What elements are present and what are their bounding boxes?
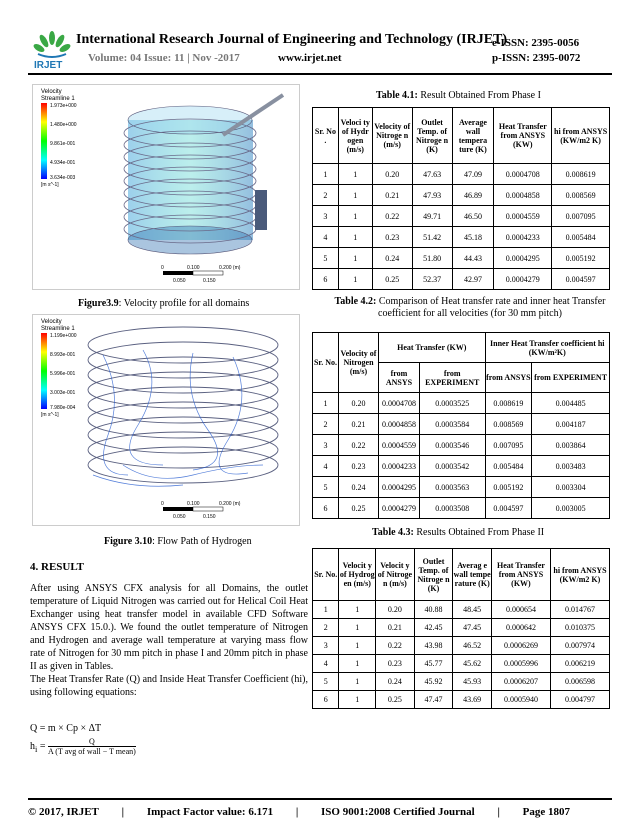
scale-bar-segment — [193, 271, 223, 275]
table-row — [313, 637, 610, 655]
table-cell: 44.43 — [452, 248, 494, 269]
table-cell: 0.004797 — [550, 691, 609, 709]
table-cell: 0.20 — [376, 601, 415, 619]
table-cell: 1 — [339, 655, 376, 673]
table-cell: 0.0004559 — [494, 206, 552, 227]
legend-value: 9.861e-001 — [50, 141, 76, 147]
legend-subtitle: Streamline 1 — [41, 326, 75, 332]
scale-label: 0.150 — [203, 278, 216, 284]
table-cell: 0.0003542 — [419, 456, 485, 477]
table-cell: 46.89 — [452, 185, 494, 206]
legend-value: 3.634e-003 — [50, 175, 76, 181]
table-cell: 1 — [339, 691, 376, 709]
journal-website-link[interactable]: www.irjet.net — [278, 52, 342, 64]
cylinder-bottom — [128, 226, 252, 254]
table-cell: 0.008569 — [485, 414, 532, 435]
table-cell: 0.22 — [376, 637, 415, 655]
table-cell: 0.21 — [372, 185, 412, 206]
table-cell: 6 — [313, 269, 339, 290]
table-cell: 42.97 — [452, 269, 494, 290]
table-cell: 0.0004708 — [494, 164, 552, 185]
table-cell: 0.23 — [339, 456, 379, 477]
table-cell: 0.006219 — [550, 655, 609, 673]
table-row — [313, 601, 610, 619]
table-cell: 0.21 — [376, 619, 415, 637]
table-cell: 0.0004559 — [379, 435, 420, 456]
column-subheader: from EXPERIMENT — [419, 363, 485, 393]
table-cell: 5 — [313, 248, 339, 269]
eq-equals: = — [37, 740, 48, 752]
table-cell: 52.37 — [412, 269, 452, 290]
table-cell: 43.69 — [453, 691, 492, 709]
table-cell: 1 — [338, 248, 372, 269]
velocity-profile-figure — [32, 84, 300, 290]
table-cell: 46.50 — [452, 206, 494, 227]
table-cell: 1 — [339, 619, 376, 637]
caption-label: Table 4.2: — [334, 296, 377, 307]
table-cell: 6 — [313, 691, 339, 709]
column-header: hi from ANSYS (KW/m2 K) — [552, 108, 610, 164]
legend-title: Velocity — [41, 89, 62, 95]
legend-value: 5.996e-001 — [50, 371, 76, 377]
table-row — [313, 655, 610, 673]
column-header: Veloci ty of Hydr ogen (m/s) — [338, 108, 372, 164]
table-row — [313, 691, 610, 709]
table-cell: 47.45 — [453, 619, 492, 637]
column-header: Averag e wall tempe rature (K) — [453, 549, 492, 601]
table-cell: 46.52 — [453, 637, 492, 655]
table-cell: 0.0006269 — [491, 637, 550, 655]
result-text: After using ANSYS CFX analysis for all Domains, the outlet temperature of Liquid Nitrogen was carried out for Helical Coil Heat Exchanger using heat transfer model in available CFD Software ANSYS CFX 15.0.). We found the outlet temperature of Nitrogen and Hydrogen and average wall temperature at varying mass flow rate of Nitrogen for 30 mm pitch in phase I and 20mm pitch in phase II as given in Tables. — [30, 583, 308, 672]
scale-bar-segment — [163, 271, 193, 275]
footer-page-number: Page 1807 — [522, 806, 571, 818]
table-cell: 0.20 — [372, 164, 412, 185]
column-header: Sr. No. — [313, 549, 339, 601]
table-cell: 0.000654 — [491, 601, 550, 619]
table-cell: 0.010375 — [550, 619, 609, 637]
table-cell: 45.92 — [414, 673, 453, 691]
footer-copyright: © 2017, IRJET — [28, 806, 99, 818]
scale-bar-segment — [193, 507, 223, 511]
table-cell: 0.0004233 — [494, 227, 552, 248]
caption-label: Figure 3.10 — [104, 536, 153, 547]
footer-iso: ISO 9001:2008 Certified Journal — [321, 806, 475, 818]
legend-value: 1.199e+000 — [50, 333, 77, 339]
scale-bar-segment — [163, 507, 193, 511]
table-cell: 0.003005 — [532, 498, 610, 519]
scale-label: 0.200 (m) — [219, 501, 241, 507]
result-text-2: The Heat Transfer Rate (Q) and Inside Heat Transfer Coefficient (hi), using following equations: — [30, 674, 308, 698]
table-cell: 5 — [313, 673, 339, 691]
table-cell: 45.62 — [453, 655, 492, 673]
comparison-table — [312, 332, 610, 519]
section-heading: 4. RESULT — [30, 561, 85, 573]
column-header: Heat Transfer from ANSYS (KW) — [491, 549, 550, 601]
table-cell: 0.005484 — [552, 227, 610, 248]
table-cell: 1 — [339, 637, 376, 655]
column-header: Sr. No . — [313, 108, 339, 164]
caption-label: Figure3.9 — [78, 298, 119, 309]
table-cell: 0.003304 — [532, 477, 610, 498]
table-cell: 1 — [313, 164, 339, 185]
table-cell: 3 — [313, 435, 339, 456]
figure-3-10-caption — [104, 536, 252, 547]
eq-denominator: A (T avg of wall − T mean) — [47, 747, 136, 756]
table-cell: 3 — [313, 206, 339, 227]
table-cell: 40.88 — [414, 601, 453, 619]
column-header: Velocit y of Hydrog en (m/s) — [339, 549, 376, 601]
helical-coil — [88, 327, 278, 483]
table-cell: 47.47 — [414, 691, 453, 709]
table-cell: 0.24 — [376, 673, 415, 691]
equation-hi — [30, 737, 136, 756]
table-cell: 45.18 — [452, 227, 494, 248]
logo-text: IRJET — [34, 60, 63, 71]
column-header: hi from ANSYS (KW/m2 K) — [550, 549, 609, 601]
table-cell: 0.22 — [339, 435, 379, 456]
table-cell: 0.004597 — [485, 498, 532, 519]
table-cell: 0.004187 — [532, 414, 610, 435]
table-cell: 42.45 — [414, 619, 453, 637]
table-cell: 0.0003584 — [419, 414, 485, 435]
table-cell: 0.0004858 — [379, 414, 420, 435]
legend-subtitle: Streamline 1 — [41, 96, 75, 102]
table-cell: 1 — [338, 185, 372, 206]
caption-text: Comparison of Heat transfer rate and inner heat Transfer coefficient for all velocities (for 30 mm pitch) — [376, 296, 606, 319]
table-cell: 0.0005996 — [491, 655, 550, 673]
table-cell: 3 — [313, 637, 339, 655]
column-header: Velocity of Nitrogen (m/s) — [339, 333, 379, 393]
table-cell: 0.007974 — [550, 637, 609, 655]
scale-label: 0.100 — [187, 265, 200, 271]
table-cell: 0.008569 — [552, 185, 610, 206]
p-issn: p-ISSN: 2395-0072 — [492, 52, 581, 64]
table-cell: 0.23 — [376, 655, 415, 673]
table-row — [313, 619, 610, 637]
table-row — [313, 435, 610, 456]
table-row — [313, 227, 610, 248]
table-row — [313, 248, 610, 269]
table-row — [313, 206, 610, 227]
volume-issue: Volume: 04 Issue: 11 | Nov -2017 — [88, 52, 240, 64]
cylinder-body — [128, 120, 253, 240]
table-cell: 0.003483 — [532, 456, 610, 477]
table-cell: 0.20 — [339, 393, 379, 414]
table-cell: 0.0004295 — [494, 248, 552, 269]
table-cell: 0.24 — [339, 477, 379, 498]
table-cell: 0.005484 — [485, 456, 532, 477]
legend-value: 1.480e+000 — [50, 122, 77, 128]
table-cell: 45.93 — [453, 673, 492, 691]
table-cell: 0.008619 — [485, 393, 532, 414]
table-header-row — [313, 108, 610, 164]
table-cell: 47.09 — [452, 164, 494, 185]
footer-impact-factor: Impact Factor value: 6.171 — [146, 806, 274, 818]
table-cell: 43.98 — [414, 637, 453, 655]
footer-separator: | — [121, 806, 125, 818]
table-cell: 1 — [313, 601, 339, 619]
table-cell: 0.005192 — [552, 248, 610, 269]
table-cell: 1 — [339, 601, 376, 619]
header-divider — [28, 73, 612, 75]
column-header: Outlet Temp. of Nitroge n (K) — [414, 549, 453, 601]
column-header: Velocit y of Nitroge n (m/s) — [376, 549, 415, 601]
scale-label: 0 — [161, 265, 164, 271]
table-row — [313, 269, 610, 290]
table-cell: 45.77 — [414, 655, 453, 673]
table-cell: 6 — [313, 498, 339, 519]
eq-sub: i — [35, 744, 38, 754]
table-cell: 0.0003563 — [419, 477, 485, 498]
page-footer — [28, 806, 612, 818]
table-cell: 4 — [313, 456, 339, 477]
legend-value: 8.993e-001 — [50, 352, 76, 358]
table-cell: 1 — [339, 673, 376, 691]
scale-label: 0.050 — [173, 514, 186, 520]
column-header: Inner Heat Transfer coefficient hi (KW/m²K) — [485, 333, 609, 363]
footer-separator: | — [497, 806, 500, 818]
column-subheader: from ANSYS — [379, 363, 420, 393]
column-subheader: from EXPERIMENT — [532, 363, 610, 393]
phase-1-results-table — [312, 107, 610, 290]
table-row — [313, 673, 610, 691]
table-cell: 0.23 — [372, 227, 412, 248]
scale-label: 0 — [161, 501, 164, 507]
table-cell: 0.25 — [339, 498, 379, 519]
column-header: Average wall tempera ture (K) — [452, 108, 494, 164]
table-cell: 0.25 — [376, 691, 415, 709]
table-cell: 1 — [338, 164, 372, 185]
scale-label: 0.050 — [173, 278, 186, 284]
caption-text: Result Obtained From Phase I — [417, 90, 541, 101]
table-cell: 1 — [338, 269, 372, 290]
column-header: Sr. No. — [313, 333, 339, 393]
table-cell: 0.22 — [372, 206, 412, 227]
table-row — [313, 185, 610, 206]
footer-divider — [28, 798, 612, 800]
table-4-1-caption — [376, 90, 541, 101]
table-cell: 0.0004858 — [494, 185, 552, 206]
eq-numerator: Q — [48, 737, 136, 747]
table-cell: 1 — [338, 206, 372, 227]
table-cell: 0.0003508 — [419, 498, 485, 519]
figure-3-9-caption — [78, 298, 249, 309]
caption-text: : Flow Path of Hydrogen — [152, 536, 252, 547]
table-cell: 0.004485 — [532, 393, 610, 414]
table-cell: 0.0004279 — [494, 269, 552, 290]
table-cell: 2 — [313, 414, 339, 435]
column-subheader: from ANSYS — [485, 363, 532, 393]
equation-q: Q = m × Cp × ΔT — [30, 723, 102, 734]
table-header-row — [313, 549, 610, 601]
table-cell: 0.007095 — [552, 206, 610, 227]
table-cell: 51.80 — [412, 248, 452, 269]
table-row — [313, 477, 610, 498]
legend-value: 1.973e+000 — [50, 103, 77, 109]
caption-label: Table 4.3: — [372, 527, 414, 538]
table-row — [313, 164, 610, 185]
table-cell: 0.0004233 — [379, 456, 420, 477]
legend-unit: [m s^-1] — [41, 182, 59, 188]
table-header-row — [313, 333, 610, 363]
table-cell: 0.25 — [372, 269, 412, 290]
table-cell: 47.93 — [412, 185, 452, 206]
table-cell: 0.0004295 — [379, 477, 420, 498]
column-header: Outlet Temp. of Nitroge n (K) — [412, 108, 452, 164]
table-4-3-caption — [372, 527, 544, 538]
table-cell: 1 — [338, 227, 372, 248]
eq-lhs: h — [30, 740, 35, 752]
table-cell: 4 — [313, 655, 339, 673]
table-cell: 0.008619 — [552, 164, 610, 185]
table-cell: 0.24 — [372, 248, 412, 269]
result-paragraph — [30, 582, 308, 699]
table-cell: 0.0005940 — [491, 691, 550, 709]
column-header: Heat Transfer from ANSYS (KW) — [494, 108, 552, 164]
table-cell: 0.0004279 — [379, 498, 420, 519]
table-row — [313, 393, 610, 414]
color-legend-bar — [41, 103, 47, 179]
hydrogen-flow-path-figure — [32, 314, 300, 526]
footer-separator: | — [295, 806, 299, 818]
table-cell: 2 — [313, 619, 339, 637]
table-cell: 0.005192 — [485, 477, 532, 498]
scale-label: 0.150 — [203, 514, 216, 520]
eq-fraction — [48, 737, 136, 756]
e-issn: e-ISSN: 2395-0056 — [492, 37, 580, 49]
legend-unit: [m s^-1] — [41, 412, 59, 418]
table-cell: 0.006598 — [550, 673, 609, 691]
table-cell: 0.0006207 — [491, 673, 550, 691]
table-cell: 49.71 — [412, 206, 452, 227]
table-cell: 0.014767 — [550, 601, 609, 619]
legend-value: 4.934e-001 — [50, 160, 76, 166]
table-cell: 0.0003525 — [419, 393, 485, 414]
column-header: Heat Transfer (KW) — [379, 333, 486, 363]
legend-value: 7.980e-004 — [50, 405, 76, 411]
table-row — [313, 498, 610, 519]
table-cell: 0.003864 — [532, 435, 610, 456]
table-cell: 51.42 — [412, 227, 452, 248]
table-cell: 0.004597 — [552, 269, 610, 290]
phase-2-results-table — [312, 548, 610, 709]
table-cell: 48.45 — [453, 601, 492, 619]
table-4-2-caption — [326, 296, 614, 320]
caption-text: Results Obtained From Phase II — [413, 527, 545, 538]
scale-label: 0.100 — [187, 501, 200, 507]
table-cell: 0.21 — [339, 414, 379, 435]
table-cell: 0.007095 — [485, 435, 532, 456]
column-header: Velocity of Nitroge n (m/s) — [372, 108, 412, 164]
table-cell: 5 — [313, 477, 339, 498]
legend-title: Velocity — [41, 319, 62, 325]
outlet-pipe — [255, 190, 267, 230]
color-legend-bar — [41, 333, 47, 409]
table-row — [313, 414, 610, 435]
table-row — [313, 456, 610, 477]
caption-label: Table 4.1: — [376, 90, 418, 101]
table-cell: 4 — [313, 227, 339, 248]
caption-text: : Velocity profile for all domains — [118, 298, 250, 309]
journal-title: International Research Journal of Engineering and Technology (IRJET) — [76, 32, 508, 47]
scale-label: 0.200 (m) — [219, 265, 241, 271]
legend-value: 3.003e-001 — [50, 390, 76, 396]
table-cell: 0.0004708 — [379, 393, 420, 414]
table-cell: 47.63 — [412, 164, 452, 185]
table-cell: 0.0003546 — [419, 435, 485, 456]
table-cell: 1 — [313, 393, 339, 414]
table-cell: 0.000642 — [491, 619, 550, 637]
table-cell: 2 — [313, 185, 339, 206]
